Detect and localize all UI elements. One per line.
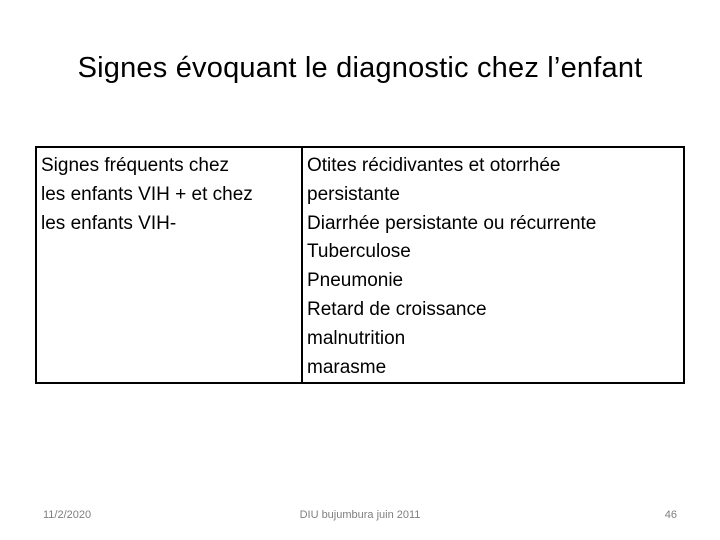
left-cell-line: Signes fréquents chez [41, 155, 230, 176]
right-cell-line: Pneumonie [307, 270, 404, 292]
page-number: 46 [664, 509, 677, 521]
right-cell-line: Diarrhée persistante ou récurrente [307, 212, 597, 234]
footer-center-text: DIU bujumbura juin 2011 [299, 509, 421, 521]
right-cell-line: persistante [307, 183, 400, 205]
right-cell-line: malnutrition [307, 327, 406, 349]
left-cell-line: les enfants VIH + et chez [41, 183, 253, 205]
footer-date: 11/2/2020 [43, 509, 92, 521]
signs-table [35, 146, 685, 384]
slide-title: Signes évoquant le diagnostic chez l’enfant [77, 52, 643, 84]
right-cell-line: Otites récidivantes et otorrhée [307, 155, 561, 176]
right-cell-line: marasme [307, 356, 387, 378]
left-cell [36, 147, 302, 383]
right-cell-line: Tuberculose [307, 241, 411, 263]
left-cell-line: les enfants VIH- [41, 212, 177, 234]
table-row [36, 147, 684, 383]
right-cell-line: Retard de croissance [307, 298, 487, 320]
right-cell [302, 147, 684, 383]
